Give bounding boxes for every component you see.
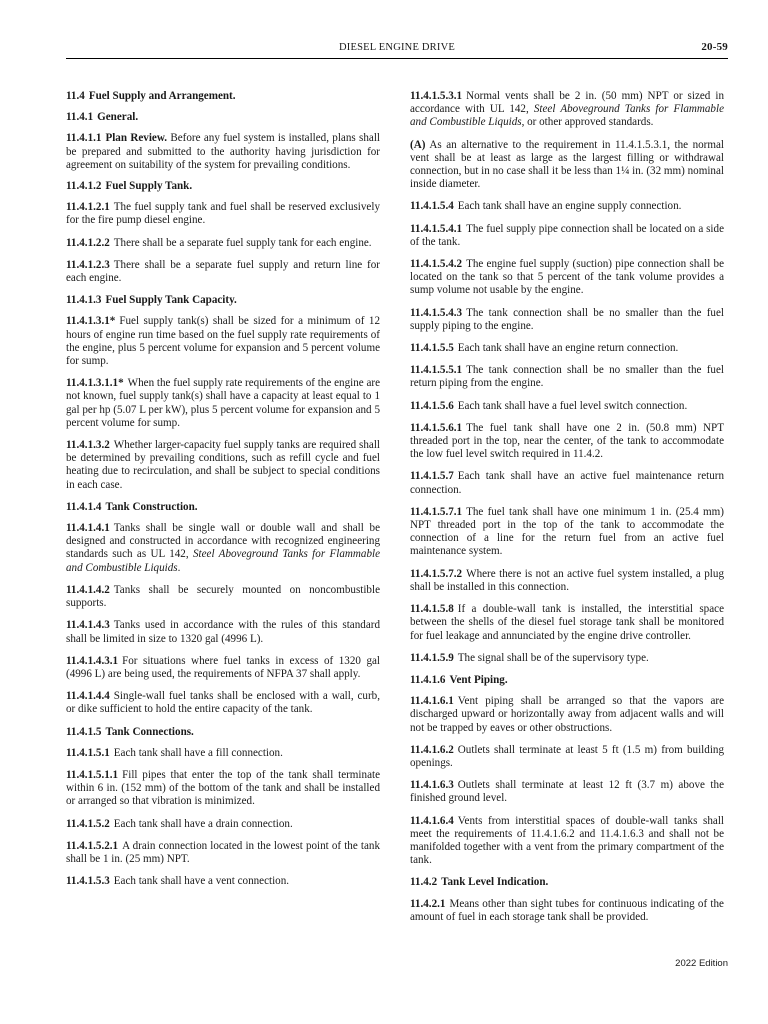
paragraph-11-4-1-5-7-1	[410, 506, 724, 559]
section-number: 11.4.1.5.5	[410, 342, 454, 355]
paragraph-11-4-1-5-1	[66, 747, 380, 760]
section-number: 11.4.1.5.8	[410, 603, 454, 616]
section-text: Each tank shall have a fuel level switch connection.	[457, 399, 688, 412]
paragraph-11-4-1-6-1	[410, 695, 724, 735]
section-number: 11.4.1.4.1	[66, 522, 110, 535]
section-text-tail: .	[177, 561, 181, 574]
section-number: 11.4.1.3.1*	[66, 315, 116, 328]
paragraph-11-4-1-6	[410, 674, 724, 687]
section-number: 11.4.1.5.1	[66, 746, 110, 759]
section-number: 11.4.1.4.3.1	[66, 654, 119, 667]
section-number: 11.4.1.5.2.1	[66, 839, 119, 852]
paragraph-11-4-1-2-1	[66, 201, 380, 227]
paragraph-11-4-1-6-4	[410, 815, 724, 868]
section-text: Outlets shall terminate at least 5 ft (1.5 m) from building openings.	[410, 743, 724, 769]
section-text: Vent piping shall be arranged so that the vapors are discharged upward or horizontally away from adjacent walls and will not be trapped by eaves or other obstructions.	[410, 695, 724, 734]
section-text: Before any fuel system is installed, plans shall be prepared and submitted to the authority having jurisdiction for agreement on suitability of the system for prevailing conditions.	[66, 132, 380, 171]
section-number: 11.4.1.5.7.1	[410, 505, 463, 518]
section-number: 11.4.1.5.9	[410, 651, 454, 664]
section-number: 11.4.1.5.4.1	[410, 222, 463, 235]
page-header	[66, 40, 728, 56]
section-text: Each tank shall have an engine supply connection.	[457, 200, 682, 213]
paragraph-11-4-2	[410, 876, 724, 889]
section-text-tail: , or other approved standards.	[521, 116, 654, 129]
section-text: The fuel supply tank and fuel shall be reserved exclusively for the fire pump diesel engine.	[66, 201, 380, 227]
section-text: As an alternative to the requirement in 11.4.1.5.3.1, the normal vent shall be at least as large as the largest filling or withdrawal connection, but in no case shall it be less than 1¼ in. (32 mm) nominal inside diameter.	[410, 138, 724, 191]
section-text: Each tank shall have a vent connection.	[113, 875, 290, 888]
paragraph-11-4-1-5-4	[410, 200, 724, 213]
section-number: 11.4.1.6.4	[410, 814, 454, 827]
section-number: 11.4.1.6.2	[410, 743, 454, 756]
section-text: The engine fuel supply (suction) pipe connection shall be located on the tank so that 5 percent of the tank volume provides a sump volume not usable by the engine.	[410, 258, 724, 297]
section-number: 11.4.2.1	[410, 897, 446, 910]
paragraph-11-4-1	[66, 111, 380, 124]
left-column	[66, 90, 380, 897]
paragraph-11-4-1-2-3	[66, 259, 380, 285]
paragraph-11-4-1-4	[66, 501, 380, 514]
paragraph-11-4-1-3-1-1-	[66, 377, 380, 430]
section-number: 11.4.1.5.4.2	[410, 258, 463, 271]
section-text: There shall be a separate fuel supply and return line for each engine.	[66, 258, 380, 285]
section-text: Means other than sight tubes for continuous indicating of the amount of fuel in each storage tank shall be provided.	[410, 897, 724, 923]
section-text: A drain connection located in the lowest point of the tank shall be 1 in. (25 mm) NPT.	[66, 839, 380, 865]
section-text: Each tank shall have a drain connection.	[113, 817, 293, 830]
section-number: 11.4.1.3.1.1*	[66, 377, 124, 390]
paragraph-11-4-1-5	[66, 726, 380, 739]
section-heading: Plan Review.	[105, 132, 168, 145]
section-number: 11.4.1.5.2	[66, 817, 110, 830]
paragraph-11-4-1-5-7	[410, 470, 724, 496]
section-text: Tanks shall be single wall or double wall and shall be designed and constructed in accordance with recognized engineering standards such as UL 142,	[66, 522, 380, 561]
section-text: The fuel supply pipe connection shall be located on a side of the tank.	[410, 222, 724, 248]
section-text: Each tank shall have an engine return connection.	[457, 342, 679, 355]
paragraph-11-4-1-5-5-1	[410, 364, 724, 390]
section-number: (A)	[410, 138, 426, 151]
paragraph--A-	[410, 139, 724, 192]
section-heading: Tank Construction.	[105, 500, 198, 513]
paragraph-11-4-1-5-7-2	[410, 568, 724, 594]
section-text: The fuel tank shall have one 2 in. (50.8 mm) NPT threaded port in the top, near the center, of the tank to accommodate the low fuel level switch required in 11.4.2.	[410, 421, 724, 461]
paragraph-11-4-1-5-8	[410, 603, 724, 643]
section-heading: Fuel Supply Tank.	[105, 180, 193, 193]
section-number: 11.4.1.5.3	[66, 875, 110, 888]
section-heading: Vent Piping.	[449, 673, 508, 686]
paragraph-11-4-1-5-6-1	[410, 422, 724, 462]
section-number: 11.4.1.5	[66, 725, 102, 738]
section-number: 11.4	[66, 90, 85, 102]
section-number: 11.4.1.5.7.2	[410, 567, 463, 580]
section-number: 11.4.1.6	[410, 673, 446, 686]
section-text: Whether larger-capacity fuel supply tanks are required shall be determined by prevailing conditions, such as refill cycle and fuel heating due to recirculation, and shall be subject to special conditions in each case.	[66, 439, 380, 491]
section-text: If a double-wall tank is installed, the interstitial space between the shells of the diesel fuel storage tank shall be monitored for fuel leakage and annunciated by the engine drive controller.	[410, 603, 724, 642]
paragraph-11-4-1-1	[66, 132, 380, 172]
paragraph-11-4-1-3-1-	[66, 315, 380, 368]
section-number: 11.4.1.3.2	[66, 439, 110, 452]
paragraph-11-4-1-5-3	[66, 875, 380, 888]
cited-standard-title: Steel Aboveground Tanks for Flammable and Combustible Liquids	[66, 548, 380, 574]
section-number: 11.4.2	[410, 876, 438, 889]
paragraph-11-4-2-1	[410, 898, 724, 924]
paragraph-11-4-1-5-1-1	[66, 769, 380, 809]
paragraph-11-4-1-5-2-1	[66, 840, 380, 866]
section-text: Each tank shall have a fill connection.	[113, 746, 283, 759]
cited-standard-title: Steel Aboveground Tanks for Flammable and Combustible Liquids	[410, 103, 724, 129]
section-text: Fill pipes that enter the top of the tank shall terminate within 6 in. (152 mm) of the bottom of the tank and shall be installed or arranged so that vibration is minimized.	[66, 768, 380, 808]
paragraph-11-4-1-6-2	[410, 744, 724, 770]
section-text: The tank connection shall be no smaller than the fuel return piping from the engine.	[410, 364, 724, 390]
paragraph-11-4-1-3	[66, 294, 380, 307]
paragraph-11-4-1-4-4	[66, 690, 380, 716]
section-text: There shall be a separate fuel supply tank for each engine.	[113, 236, 372, 249]
section-number: 11.4.1	[66, 111, 94, 124]
section-text: The tank connection shall be no smaller than the fuel supply piping to the engine.	[410, 306, 724, 332]
section-number: 11.4.1.5.6	[410, 399, 454, 412]
section-text: When the fuel supply rate requirements of the engine are not known, fuel supply tank(s) shall have a capacity at least equal to 1 gal per hp (5.07 L per kW), plus 5 percent volume for expansion and 5 percent volume for sump.	[66, 377, 380, 429]
section-heading: Tank Level Indication.	[441, 876, 549, 889]
edition-footer: 2022 Edition	[675, 958, 728, 969]
section-number: 11.4.1.3	[66, 294, 102, 307]
section-text: Normal vents shall be 2 in. (50 mm) NPT or sized in accordance with UL 142,	[410, 90, 724, 116]
paragraph-11-4-1-5-3-1	[410, 90, 724, 130]
paragraph-11-4-1-2-2	[66, 237, 380, 250]
section-number: 11.4.1.5.6.1	[410, 421, 463, 434]
paragraph-11-4-1-5-6	[410, 400, 724, 413]
section-heading: Tank Connections.	[105, 725, 194, 738]
section-text: The fuel tank shall have one minimum 1 in. (25.4 mm) NPT threaded port in the top of the tank to accommodate the connection of a line for the return fuel from an active fuel maintenance system.	[410, 505, 724, 558]
page-number: 20-59	[701, 41, 728, 53]
section-text: Vents from interstitial spaces of double-wall tanks shall meet the requirements of 11.4.1.6.2 and 11.4.1.6.3 and shall not be manifolded together with a vent from the primary compartment of the tank.	[410, 814, 724, 867]
section-text: Tanks shall be securely mounted on noncombustible supports.	[66, 583, 380, 610]
paragraph-11-4-1-4-2	[66, 584, 380, 610]
paragraph-11-4-1-5-2	[66, 818, 380, 831]
section-number: 11.4.1.2.2	[66, 236, 110, 249]
paragraph-11-4-1-5-5	[410, 342, 724, 355]
paragraph-11-4-1-4-1	[66, 522, 380, 575]
section-number: 11.4.1.5.1.1	[66, 768, 119, 781]
section-number: 11.4.1.4	[66, 500, 102, 513]
paragraph-11-4-1-5-4-2	[410, 258, 724, 298]
section-number: 11.4.1.2	[66, 180, 102, 193]
section-number: 11.4.1.4.2	[66, 583, 110, 596]
section-number: 11.4.1.1	[66, 132, 102, 145]
right-column	[410, 90, 724, 933]
paragraph-11-4-1-4-3-1	[66, 655, 380, 681]
section-text: Each tank shall have an active fuel maintenance return connection.	[410, 470, 724, 496]
section-number: 11.4.1.6.1	[410, 695, 454, 708]
paragraph-11-4-1-3-2	[66, 439, 380, 492]
paragraph-11-4-1-5-4-3	[410, 307, 724, 333]
section-heading: General.	[97, 111, 139, 124]
section-number: 11.4.1.6.3	[410, 779, 454, 792]
paragraph-11-4-1-6-3	[410, 779, 724, 805]
paragraph-11-4-1-4-3	[66, 619, 380, 645]
section-text: Fuel supply tank(s) shall be sized for a minimum of 12 hours of engine run time based on the fuel supply rate requirements of the engine, plus 5 percent volume for expansion and 5 percent volume for sump.	[66, 315, 380, 368]
running-title: DIESEL ENGINE DRIVE	[339, 42, 455, 53]
header-rule	[66, 58, 728, 59]
section-number: 11.4.1.5.7	[410, 470, 454, 483]
section-number: 11.4.1.2.1	[66, 201, 110, 214]
section-heading: Fuel Supply Tank Capacity.	[105, 294, 237, 307]
section-text: The signal shall be of the supervisory type.	[457, 651, 649, 664]
section-number: 11.4.1.5.4	[410, 200, 454, 213]
section-text: Where there is not an active fuel system installed, a plug shall be installed in this connection.	[410, 567, 724, 593]
section-number: 11.4.1.2.3	[66, 258, 110, 271]
section-text: Tanks used in accordance with the rules of this standard shall be limited in size to 1320 gal (4996 L).	[66, 619, 380, 645]
section-number: 11.4.1.5.5.1	[410, 364, 463, 377]
section-number: 11.4.1.4.4	[66, 690, 110, 703]
paragraph-11-4	[66, 90, 380, 103]
paragraph-11-4-1-2	[66, 180, 380, 193]
section-number: 11.4.1.5.4.3	[410, 306, 463, 319]
section-text: Outlets shall terminate at least 12 ft (3.7 m) above the finished ground level.	[410, 779, 724, 805]
paragraph-11-4-1-5-4-1	[410, 223, 724, 249]
section-number: 11.4.1.5.3.1	[410, 90, 463, 102]
paragraph-11-4-1-5-9	[410, 652, 724, 665]
section-number: 11.4.1.4.3	[66, 619, 110, 632]
section-text: Single-wall fuel tanks shall be enclosed with a wall, curb, or dike sufficient to hold the entire capacity of the tank.	[66, 690, 380, 716]
section-text: For situations where fuel tanks in excess of 1320 gal (4996 L) are being used, the requirements of NFPA 37 shall apply.	[66, 654, 380, 680]
section-heading: Fuel Supply and Arrangement.	[88, 90, 236, 102]
